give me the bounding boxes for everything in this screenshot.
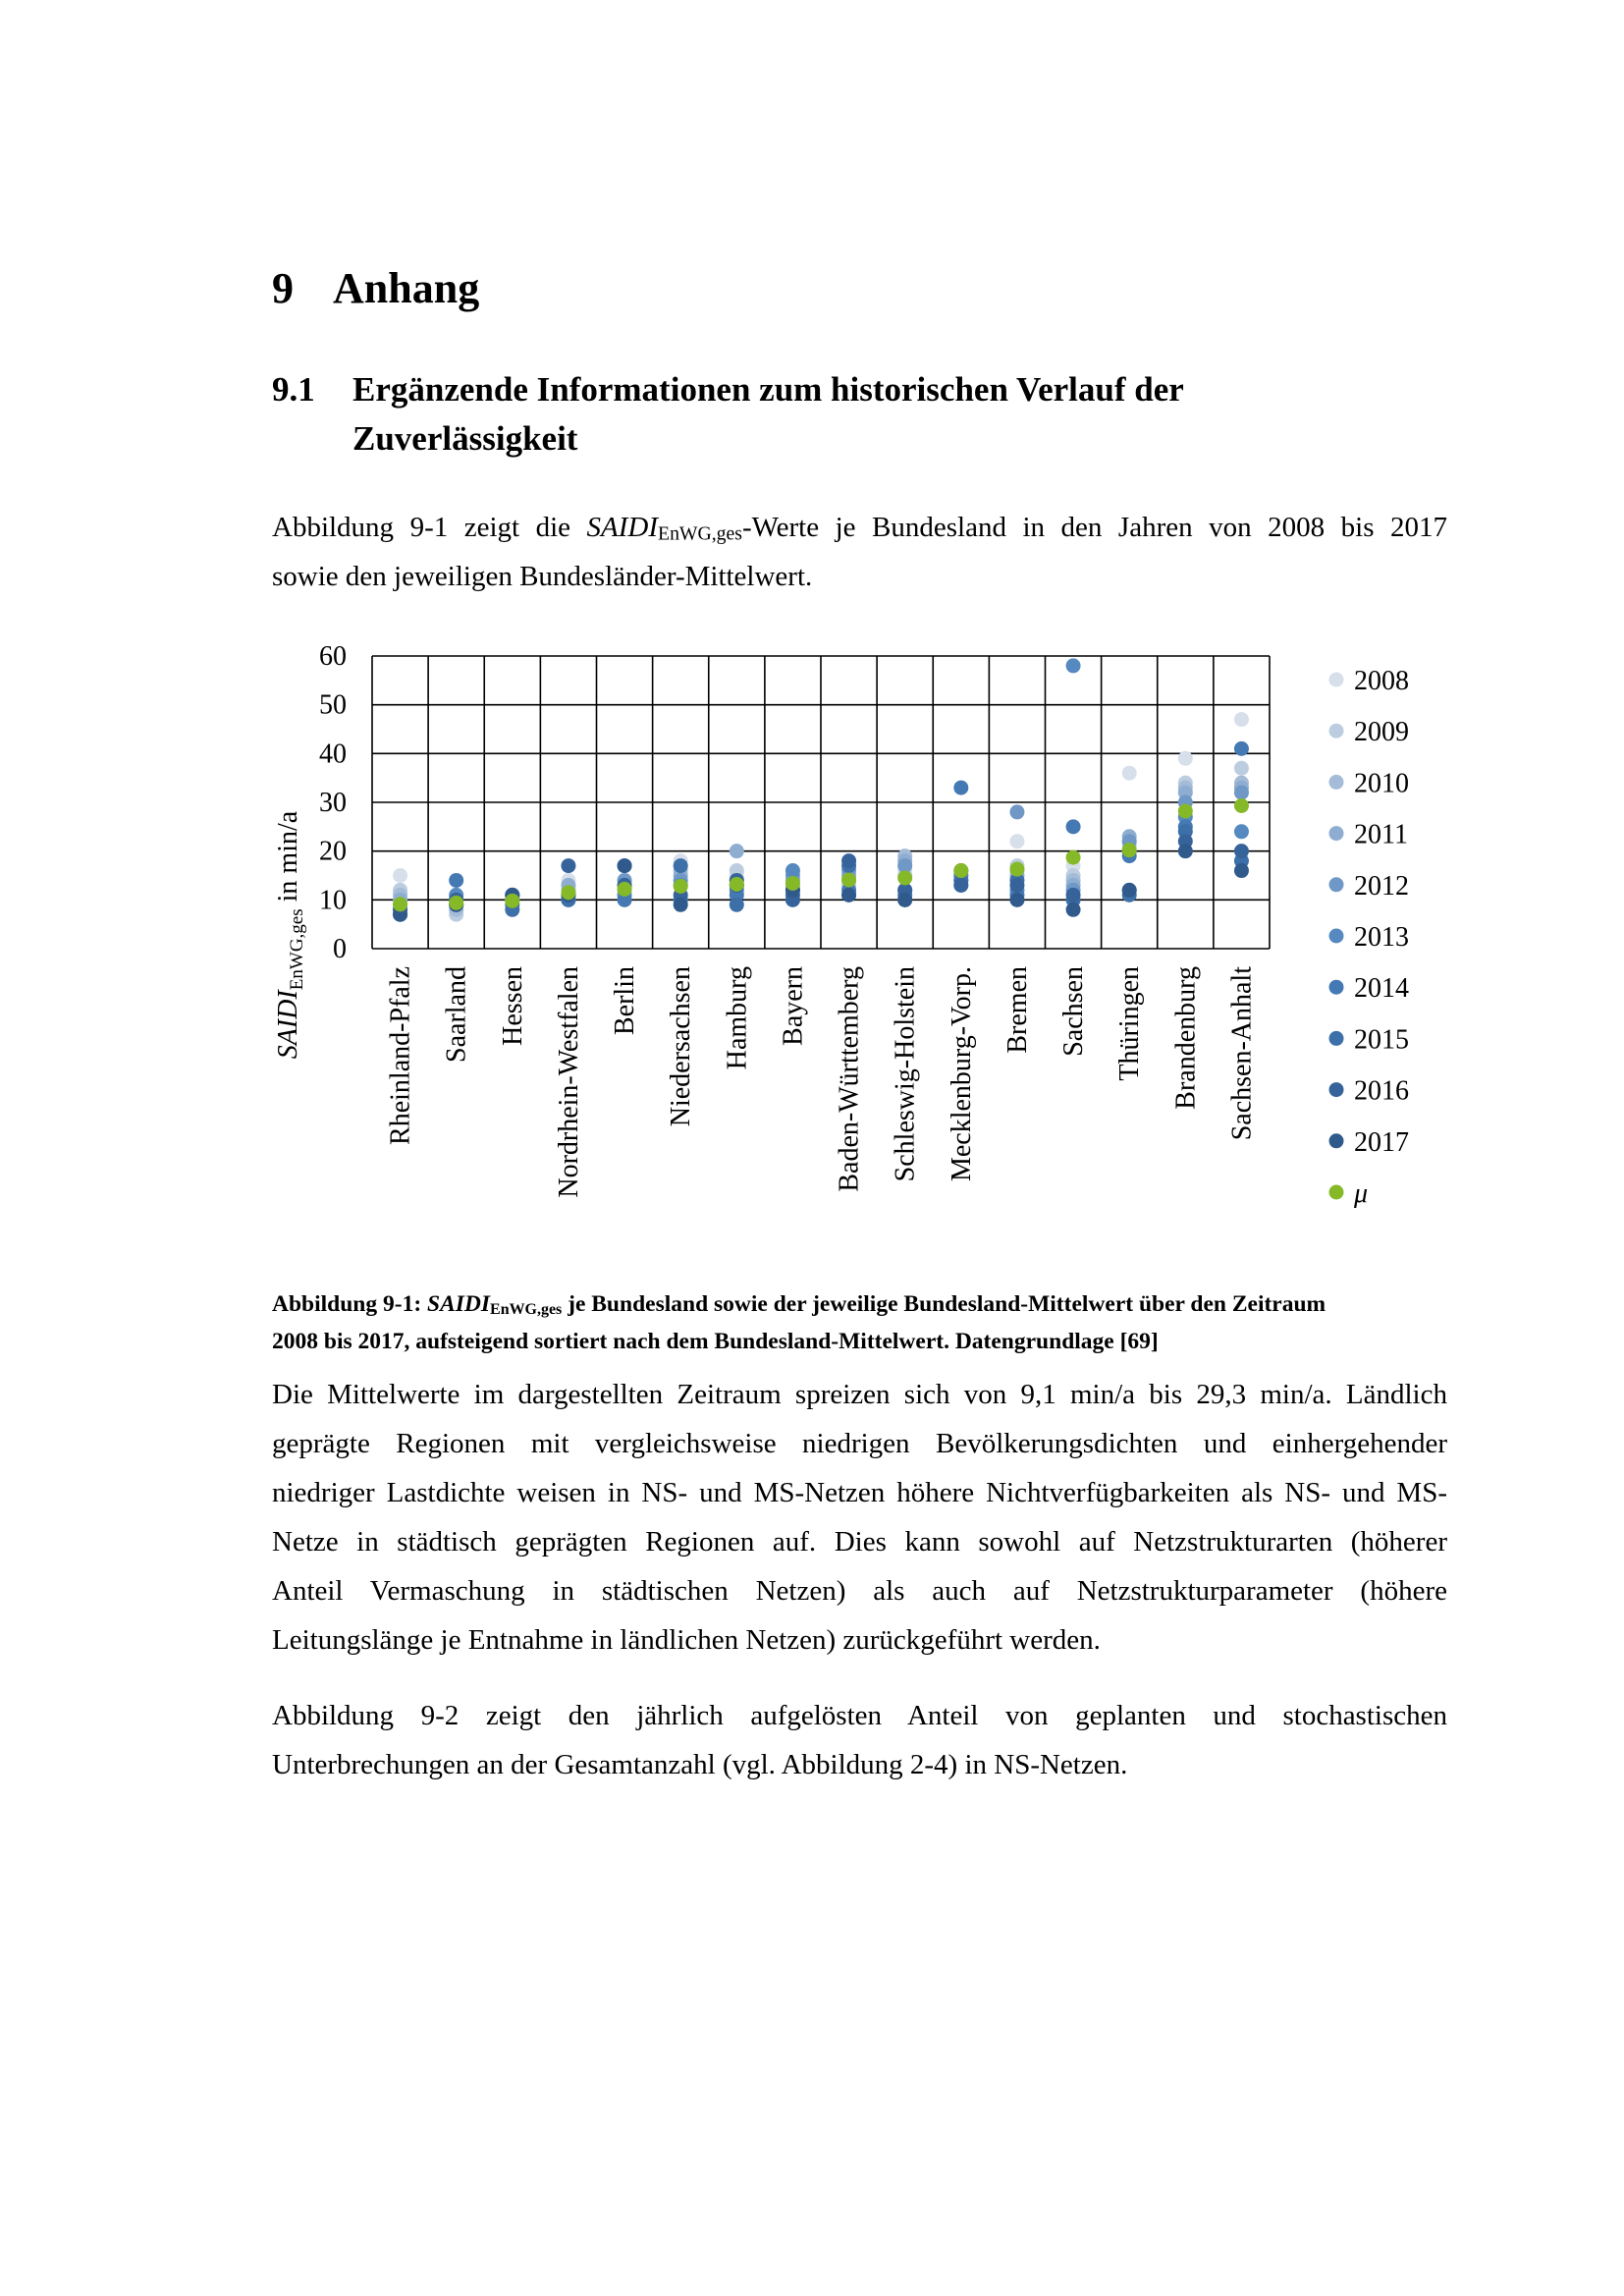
data-point [785, 863, 800, 878]
data-point [1178, 751, 1193, 766]
data-point [1234, 824, 1249, 839]
caption-symbol: SAIDI [427, 1291, 491, 1317]
y-tick-label: 30 [319, 788, 347, 818]
legend-marker [1329, 877, 1344, 892]
data-point [730, 844, 744, 858]
data-point [1234, 798, 1249, 813]
legend-label: 2016 [1354, 1075, 1409, 1107]
legend-marker [1329, 1133, 1344, 1148]
data-point [393, 897, 407, 911]
legend-marker [1329, 724, 1344, 738]
data-point [841, 872, 856, 887]
discussion-line: niedriger Lastdichte weisen in NS- und MS-Netzen höhere Nichtverfügbarkeiten als NS- und MS- [272, 1477, 1447, 1508]
caption-text: je Bundesland sowie der jeweilige Bundesland-Mittelwert über den Zeitraum [562, 1291, 1326, 1317]
data-point [1178, 844, 1193, 858]
data-point [618, 858, 632, 873]
legend-marker [1329, 775, 1344, 790]
data-point [1178, 803, 1193, 818]
outlook-line: Abbildung 9-2 zeigt den jährlich aufgelösten Anteil von geplanten und stochastischen [272, 1700, 1447, 1731]
legend-marker [1329, 980, 1344, 995]
section-heading [272, 263, 479, 313]
subsection-number: 9.1 [272, 370, 315, 409]
y-axis-label-symbol: SAIDI [273, 990, 303, 1060]
figure-caption [272, 1288, 1447, 1357]
y-axis-ticks [319, 641, 347, 964]
legend-label: 2015 [1354, 1024, 1409, 1056]
saidi-subscript: EnWG,ges [658, 522, 742, 545]
y-tick-label: 10 [319, 885, 347, 916]
legend-label: 2010 [1354, 768, 1409, 799]
data-point [674, 858, 688, 873]
x-category-label: Baden-Württemberg [834, 966, 865, 1192]
data-point [785, 876, 800, 891]
y-axis-label-unit: in min/a [273, 810, 303, 909]
data-point [953, 781, 968, 795]
legend-label: μ [1354, 1178, 1369, 1209]
y-axis-label-subscript: EnWG,ges [287, 908, 307, 991]
chart-legend [1329, 666, 1410, 1209]
data-point [1234, 786, 1249, 800]
x-category-label: Hamburg [722, 966, 753, 1070]
x-category-label: Saarland [441, 966, 472, 1063]
y-tick-label: 50 [319, 689, 347, 721]
data-point [730, 877, 744, 892]
discussion-line: Leitungslänge je Entnahme in ländlichen Netzen) zurückgeführt werden. [272, 1624, 1101, 1656]
x-category-label: Nordrhein-Westfalen [553, 966, 584, 1198]
x-category-label: Berlin [610, 966, 641, 1035]
discussion-line: geprägte Regionen mit vergleichsweise niedrigen Bevölkerungsdichten und einhergehender [272, 1428, 1447, 1459]
caption-subscript: EnWG,ges [490, 1300, 563, 1318]
y-tick-label: 60 [319, 641, 347, 672]
data-point [1066, 819, 1081, 834]
legend-marker [1329, 1082, 1344, 1097]
data-point [505, 894, 519, 908]
x-category-label: Niedersachsen [666, 966, 697, 1127]
intro-text-pre: Abbildung 9-1 zeigt die [272, 512, 587, 543]
data-point [1009, 804, 1024, 819]
saidi-scatter-chart [255, 629, 1463, 1257]
discussion-line: Die Mittelwerte im dargestellten Zeitraum spreizen sich von 9,1 min/a bis 29,3 min/a. Ländlich [272, 1379, 1447, 1410]
data-point [953, 878, 968, 893]
x-category-label: Schleswig-Holstein [890, 966, 921, 1182]
data-point [897, 870, 912, 885]
x-category-label: Bayern [778, 966, 809, 1046]
x-category-label: Thüringen [1114, 966, 1146, 1081]
data-point [841, 888, 856, 902]
legend-label: 2008 [1354, 666, 1409, 696]
discussion-line: Netze in städtisch geprägten Regionen auf. Dies kann sowohl auf Netzstrukturarten (höherer [272, 1526, 1447, 1558]
data-point [1009, 834, 1024, 848]
data-point [1122, 843, 1137, 857]
data-point [449, 896, 463, 910]
data-point [449, 873, 463, 888]
data-point [1234, 761, 1249, 776]
legend-label: 2011 [1354, 819, 1408, 850]
x-category-label: Bremen [1001, 966, 1033, 1054]
discussion-line: Anteil Vermaschung in städtischen Netzen) als auch auf Netzstrukturparameter (höhere [272, 1575, 1447, 1607]
legend-marker [1329, 673, 1344, 687]
data-point [618, 882, 632, 897]
outlook-paragraph [272, 1691, 1447, 1789]
intro-line-2: sowie den jeweiligen Bundesländer-Mittelwert. [272, 561, 813, 592]
data-point [1122, 766, 1137, 781]
subsection-title [352, 365, 1236, 464]
data-point [1009, 878, 1024, 893]
data-point [1066, 888, 1081, 902]
data-point [561, 858, 575, 873]
data-point [1122, 883, 1137, 898]
data-point [841, 853, 856, 868]
legend-label: 2013 [1354, 922, 1409, 953]
x-category-label: Brandenburg [1170, 966, 1202, 1110]
data-point [1234, 863, 1249, 878]
section-number: 9 [272, 264, 294, 312]
data-point [730, 898, 744, 912]
caption-prefix: Abbildung 9-1: [272, 1291, 428, 1317]
data-point [1234, 712, 1249, 727]
intro-text-post: -Werte je Bundesland in den Jahren von 2008 bis 2017 [741, 512, 1447, 543]
data-point [1009, 862, 1024, 877]
x-category-label: Sachsen [1058, 966, 1090, 1057]
data-point [1066, 850, 1081, 865]
data-point [674, 898, 688, 912]
x-category-label: Hessen [497, 966, 528, 1046]
caption-line-2: 2008 bis 2017, aufsteigend sortiert nach dem Bundesland-Mittelwert. Datengrundlage [69] [272, 1328, 1159, 1354]
data-point [953, 863, 968, 878]
data-point [674, 879, 688, 894]
legend-label: 2009 [1354, 717, 1409, 748]
data-point [561, 885, 575, 900]
saidi-symbol: SAIDI [586, 512, 659, 543]
intro-line-1 [272, 503, 1447, 552]
data-point [897, 893, 912, 907]
legend-marker [1329, 1031, 1344, 1046]
x-category-label: Sachsen-Anhalt [1226, 966, 1258, 1141]
y-axis-label [273, 810, 307, 1059]
caption-line-1 [272, 1288, 1447, 1326]
legend-marker [1329, 1185, 1344, 1200]
x-axis-labels [386, 966, 1258, 1198]
y-tick-label: 0 [333, 934, 347, 964]
y-tick-label: 40 [319, 738, 347, 770]
data-point [1009, 893, 1024, 907]
x-category-label: Rheinland-Pfalz [385, 966, 416, 1145]
subsection-title-line2: Zuverlässigkeit [352, 419, 578, 458]
data-point [1066, 902, 1081, 917]
data-point [1066, 658, 1081, 673]
legend-label: 2014 [1354, 973, 1409, 1005]
intro-paragraph [272, 503, 1447, 601]
discussion-paragraph [272, 1370, 1447, 1665]
legend-label: 2017 [1354, 1126, 1409, 1158]
x-category-label: Mecklenburg-Vorp. [946, 966, 977, 1182]
y-tick-label: 20 [319, 836, 347, 867]
legend-marker [1329, 929, 1344, 944]
legend-label: 2012 [1354, 870, 1409, 902]
legend-marker [1329, 826, 1344, 841]
data-point [1234, 844, 1249, 858]
subsection-title-line1: Ergänzende Informationen zum historischen Verlauf der [352, 370, 1184, 409]
data-point [393, 868, 407, 883]
section-title: Anhang [333, 264, 480, 312]
outlook-line: Unterbrechungen an der Gesamtanzahl (vgl. Abbildung 2-4) in NS-Netzen. [272, 1749, 1128, 1780]
data-point [1234, 741, 1249, 756]
